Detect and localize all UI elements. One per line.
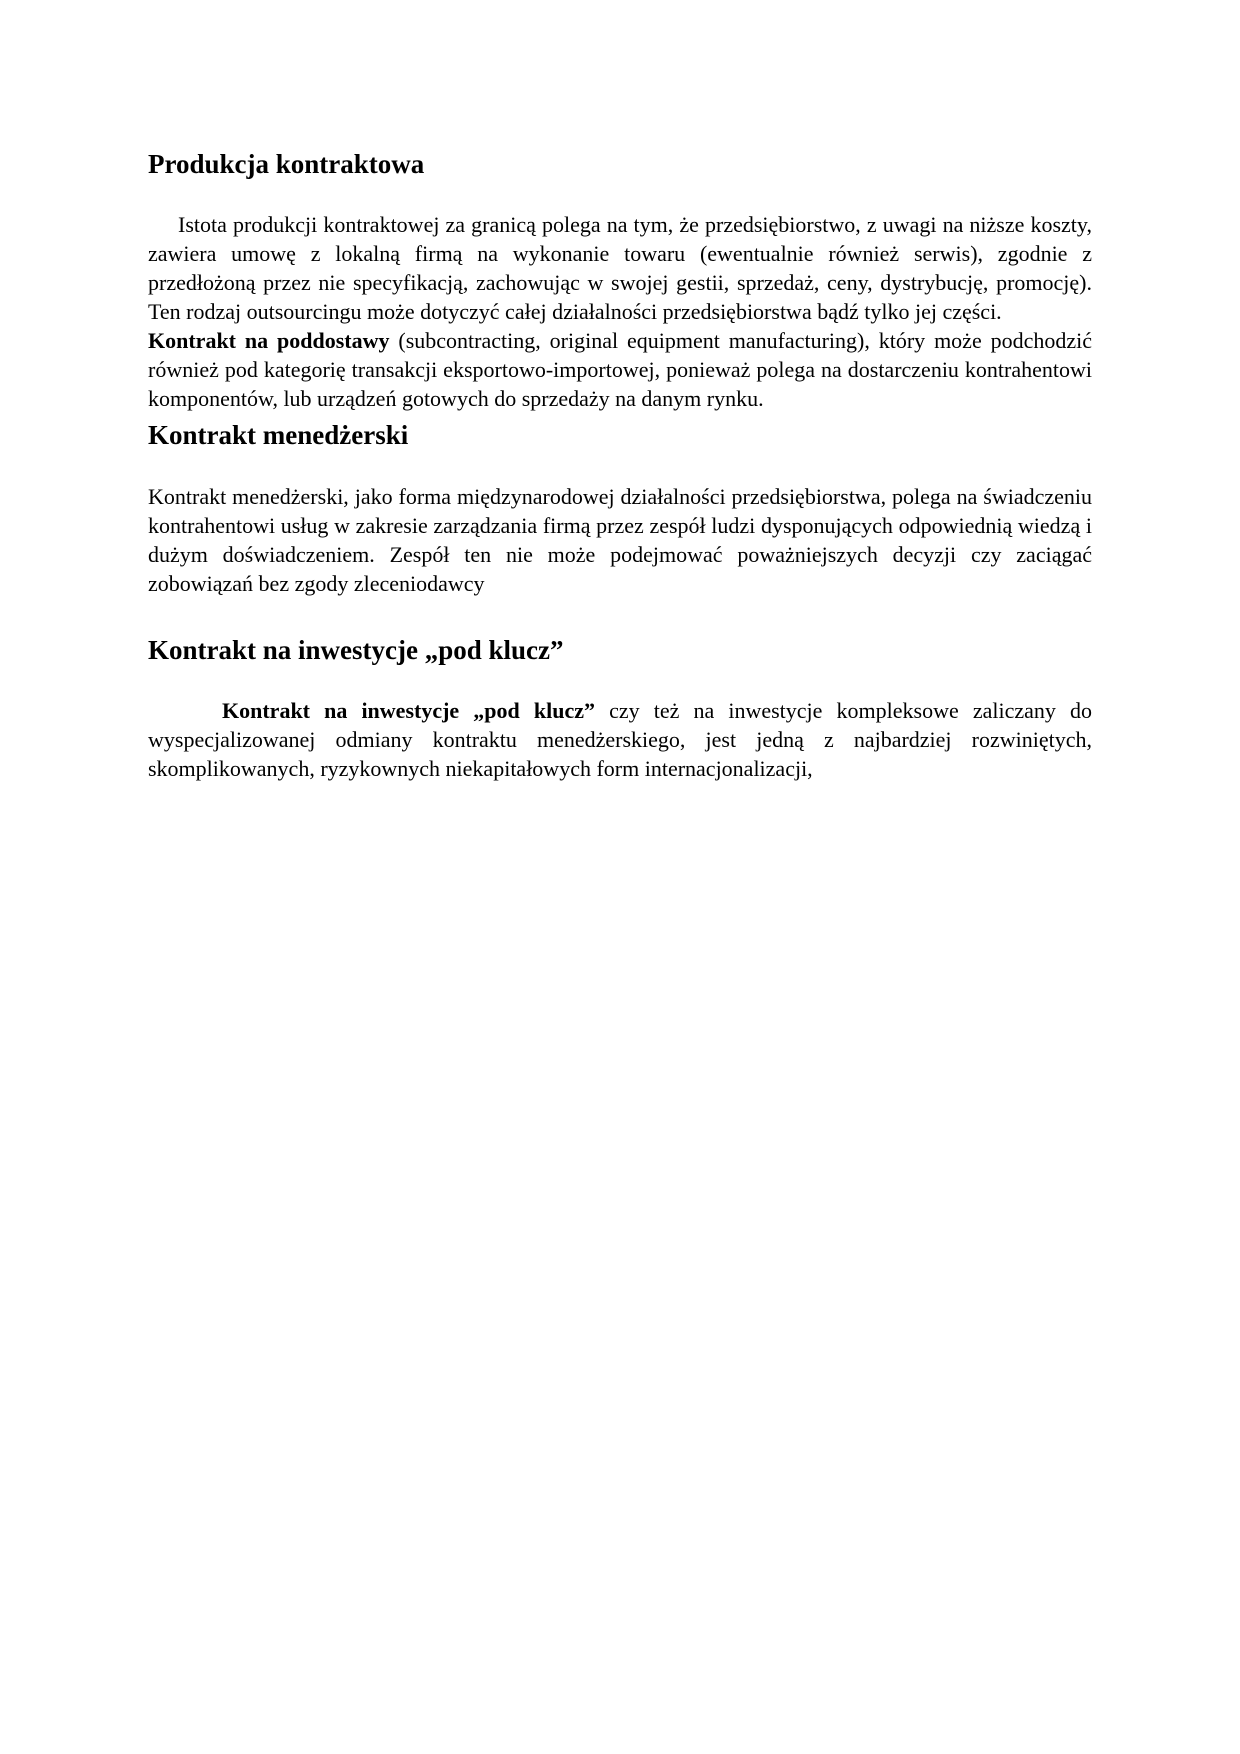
- paragraph-management-contract: Kontrakt menedżerski, jako forma międzynarodowej działalności przedsiębiorstwa, polega na świadczeniu kontrahentowi usług w zakresie zarządzania firmą przez zespół ludzi dysponujących odpowiednią wiedzą i dużym doświadczeniem. Zespół ten nie może podejmować poważniejszych decyzji czy zaciągać zobowiązań bez zgody zleceniodawcy: [148, 484, 1092, 596]
- turnkey-text: czy też na inwestycje kompleksowe zaliczany do wyspecjalizowanej odmiany kontraktu menedżerskiego, jest jedną z najbardziej rozwiniętych, skomplikowanych, ryzykownych niekapitałowych form internacjonalizacji,: [148, 698, 1092, 781]
- paragraph-subcontracting: [148, 326, 1092, 413]
- term-turnkey: Kontrakt na inwestycje „pod klucz”: [222, 698, 595, 723]
- subcontracting-text: (subcontracting, original equipment manufacturing), który może podchodzić również pod kategorię transakcji eksportowo-importowej, ponieważ polega na dostarczeniu kontrahentowi komponentów, lub urządzeń gotowych do sprzedaży na danym rynku.: [148, 328, 1093, 411]
- heading-management-contract: Kontrakt menedżerski: [148, 420, 409, 450]
- heading-contract-production: Produkcja kontraktowa: [148, 149, 425, 179]
- paragraph-turnkey-contract: [148, 696, 1092, 783]
- paragraph-contract-production: Istota produkcji kontraktowej za granicą polega na tym, że przedsiębiorstwo, z uwagi na niższe koszty, zawiera umowę z lokalną firmą na wykonanie towaru (ewentualnie również serwis), zgodnie z przedłożoną przez nie specyfikacją, zachowując w swojej gestii, sprzedaż, ceny, dystrybucję, promocję). Ten rodzaj outsourcingu może dotyczyć całej działalności przedsiębiorstwa bądź tylko jej części.: [148, 212, 1092, 324]
- heading-turnkey-contract: Kontrakt na inwestycje „pod klucz”: [148, 635, 564, 665]
- document-page: [148, 140, 1092, 783]
- term-subcontracting: Kontrakt na poddostawy: [148, 328, 390, 353]
